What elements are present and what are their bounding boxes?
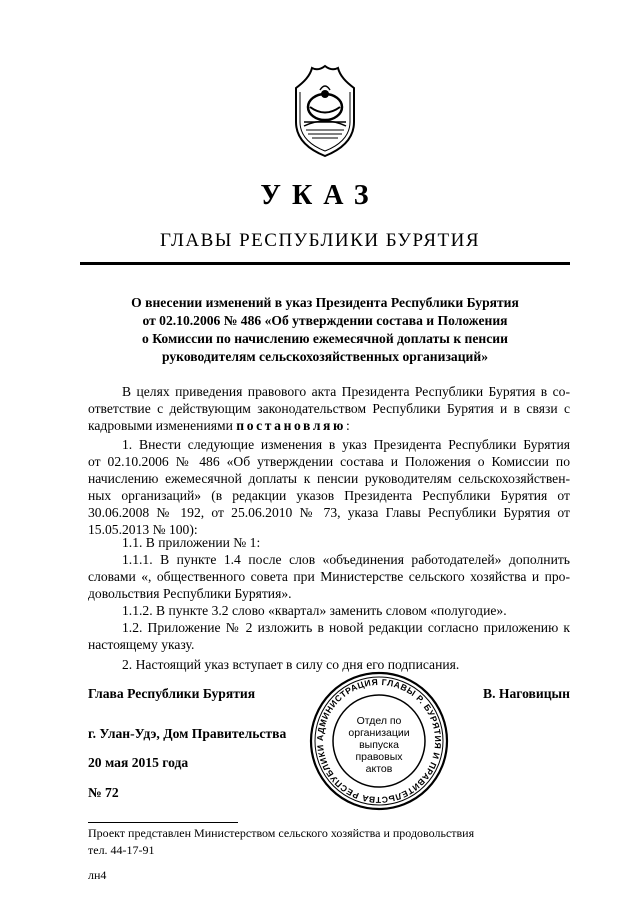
title-line: О внесении изменений в указ Президента Республики Бурятия [131, 295, 519, 310]
text-line: В целях приведения правового акта Президента Республики Бурятия в со- [122, 384, 570, 399]
stamp-center-line: организации [348, 727, 410, 739]
document-type: УКАЗ [260, 180, 380, 211]
stamp-center-line: правовых [355, 751, 403, 763]
title-line: о Комиссии по начислению ежемесячной доплаты к пенсии [142, 331, 508, 346]
text-line: ных организаций» (в редакции указов Президента Республики Бурятия от [88, 488, 570, 503]
decree-keyword: постановляю [236, 418, 346, 433]
document-title [88, 294, 562, 366]
text-span: : [346, 418, 350, 433]
item-1-1-2: 1.1.2. В пункте 3.2 слово «квартал» заменить словом «полугодие». [122, 603, 507, 618]
item-1-2-paragraph [88, 619, 570, 653]
text-line: начислению ежемесячной доплаты к пенсии руководителям сельскохозяйствен- [88, 471, 570, 486]
item-1-paragraph [88, 436, 570, 538]
document-number: № 72 [88, 785, 119, 800]
text-line: 15.05.2013 № 100): [88, 522, 198, 537]
footnote-rule [88, 822, 238, 823]
item-1-1-1-paragraph [88, 551, 570, 602]
text-line: словами «, общественного совета при Министерстве сельского хозяйства и про- [88, 569, 570, 584]
text-line: 1.2. Приложение № 2 изложить в новой редакции согласно приложению к [122, 620, 570, 635]
title-line: руководителям сельскохозяйственных организаций» [161, 349, 489, 364]
text-line: 1.1.1. В пункте 1.4 после слов «объединения работодателей» дополнить [122, 552, 570, 567]
text-line: ответствие с действующим законодательством Республики Бурятия и в связи с [88, 401, 570, 416]
official-stamp [308, 670, 450, 812]
header-rule [80, 262, 570, 265]
stamp-center-line: выпуска [359, 739, 399, 751]
item-2: 2. Настоящий указ вступает в силу со дня его подписания. [122, 657, 460, 672]
text-line: довольствия Республики Бурятия». [88, 586, 292, 601]
coat-of-arms-emblem [290, 60, 360, 160]
stamp-center-line: актов [365, 763, 393, 775]
stamp-ring-text: АДМИНИСТРАЦИЯ ГЛАВЫ Р. БУРЯТИЯ И ПРАВИТЕЛЬСТВА РЕСПУБЛИКИ [314, 676, 444, 806]
footer-phone: тел. 44-17-91 [88, 843, 155, 857]
text-line: настоящему указу. [88, 637, 195, 652]
signing-date: 20 мая 2015 года [88, 755, 189, 770]
text-line [88, 417, 570, 434]
footer-note: Проект представлен Министерством сельского хозяйства и продовольствия [88, 826, 475, 840]
title-line: от 02.10.2006 № 486 «Об утверждении состава и Положения [142, 313, 508, 328]
preamble-paragraph [88, 383, 570, 434]
item-1-1: 1.1. В приложении № 1: [122, 535, 261, 550]
stamp-center-line: Отдел по [356, 715, 402, 727]
signing-place: г. Улан-Удэ, Дом Правительства [88, 726, 287, 741]
text-line: 30.06.2008 № 192, от 25.06.2010 № 73, указа Главы Республики Бурятия от [88, 505, 570, 520]
text-line: 1. Внести следующие изменения в указ Президента Республики Бурятия [122, 437, 570, 452]
footer-code: лн4 [88, 868, 107, 882]
text-line: от 02.10.2006 № 486 «Об утверждении состава и Положения о Комиссии по [88, 454, 570, 469]
text-span: кадровыми изменениями [88, 418, 233, 433]
signatory-name: В. Наговицын [483, 686, 570, 701]
signatory-position: Глава Республики Бурятия [88, 686, 256, 701]
issuer-name: ГЛАВЫ РЕСПУБЛИКИ БУРЯТИЯ [159, 230, 481, 251]
